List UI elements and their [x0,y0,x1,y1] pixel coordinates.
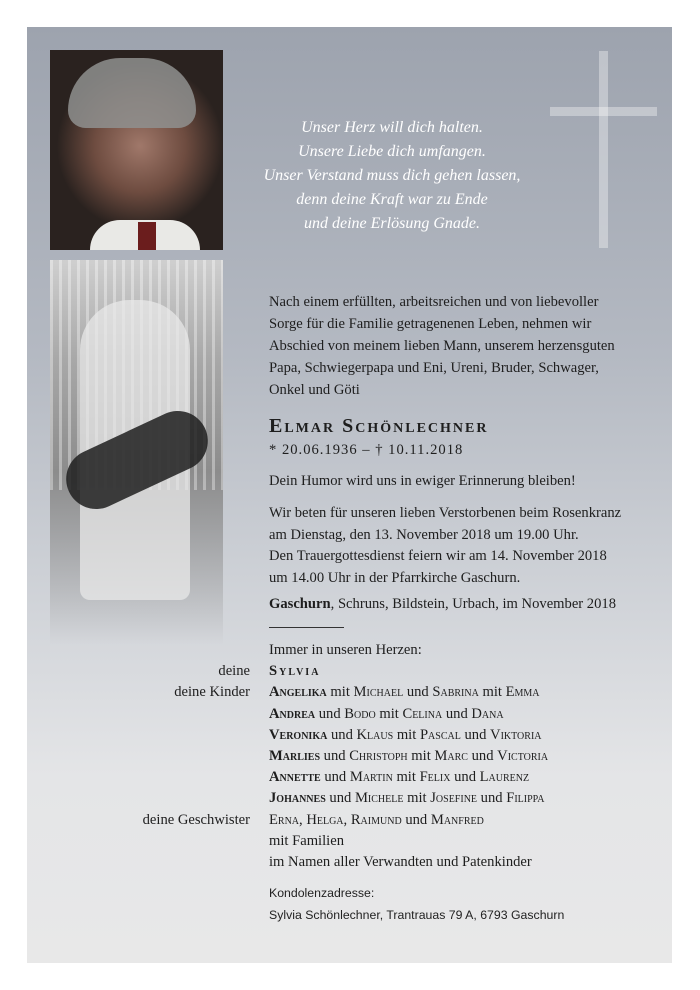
intro-line: Nach einem erfüllten, arbeitsreichen und von liebevoller [269,294,599,310]
intro-line: Onkel und Göti [269,382,360,398]
family-list [27,640,672,873]
place-town: Gaschurn [269,596,331,612]
intro-text [269,291,664,401]
cross-icon [599,51,608,248]
service-line: am Dienstag, den 13. November 2018 um 19.00 Uhr. [269,526,579,543]
relatives-line: im Namen aller Verwandten und Patenkinder [269,853,532,870]
intro-line: Abschied von meinem lieben Mann, unserem herzensguten [269,338,615,354]
guitar-photo [50,260,223,645]
poem-line: Unser Herz will dich halten. [301,119,483,136]
deceased-name: Elmar Schönlechner [269,415,489,437]
child-line: Veronika und Klaus mit Pascal und Viktoria [269,726,542,743]
poem-line: Unser Verstand muss dich gehen lassen, [263,167,521,184]
humor-line: Dein Humor wird uns in ewiger Erinnerung bleiben! [269,473,576,489]
place-rest: , Schruns, Bildstein, Urbach, im November 2018 [330,596,616,612]
service-info [269,503,664,589]
poem-line: Unsere Liebe dich umfangen. [298,143,486,160]
child-line: Annette und Martin mit Felix und Laurenz [269,769,530,786]
wife-name: Sylvia [269,663,321,680]
poem-line: denn deine Kraft war zu Ende [296,191,488,208]
wife-label: deine [218,663,250,680]
cross-icon-bar [550,107,657,116]
child-line: Andrea und Bodo mit Celina und Dana [269,705,504,722]
place-date [269,596,616,613]
service-line: Wir beten für unseren lieben Verstorbenen beim Rosenkranz [269,505,622,521]
intro-line: Sorge für die Familie getragenenen Leben, nehmen wir [269,316,592,332]
condolence-label: Kondolenzadresse: [269,886,375,900]
child-line: Angelika mit Michael und Sabrina mit Emma [269,684,540,701]
condolence-address: Sylvia Schönlechner, Trantrauas 79 A, 6793 Gaschurn [269,908,565,922]
poem-line: und deine Erlösung Gnade. [304,215,480,232]
divider [269,627,344,628]
obituary-card [27,27,672,963]
service-line: Den Trauergottesdienst feiern wir am 14. November 2018 [269,548,607,564]
portrait-photo [50,50,223,250]
children-label: deine Kinder [174,684,250,701]
life-dates: * 20.06.1936 – † 10.11.2018 [269,442,464,458]
poem [237,116,547,236]
with-families: mit Familien [269,832,344,849]
child-line: Johannes und Michele mit Josefine und Filippa [269,790,545,807]
service-line: um 14.00 Uhr in der Pfarrkirche Gaschurn. [269,569,521,586]
siblings-label: deine Geschwister [142,811,250,828]
intro-line: Papa, Schwiegerpapa und Eni, Ureni, Bruder, Schwager, [269,360,599,376]
family-heading: Immer in unseren Herzen: [269,642,422,658]
siblings-line: Erna, Helga, Raimund und Manfred [269,811,484,828]
child-line: Marlies und Christoph mit Marc und Victoria [269,747,549,764]
